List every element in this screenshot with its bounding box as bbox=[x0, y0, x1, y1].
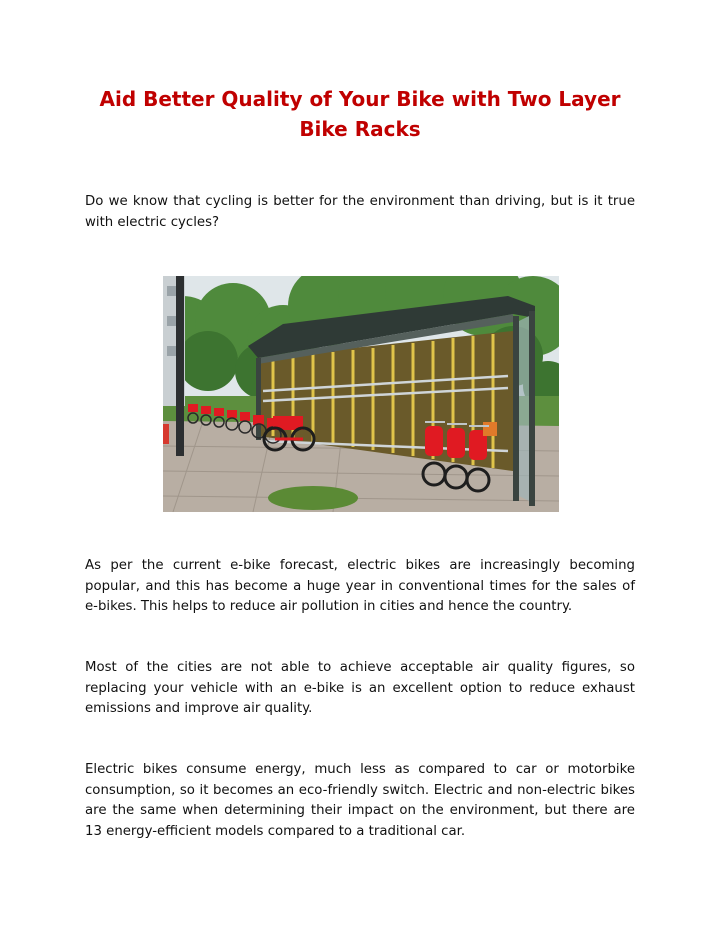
page-title: Aid Better Quality of Your Bike with Two Layer Bike Racks bbox=[99, 87, 621, 141]
paragraph-4: Electric bikes consume energy, much less as compared to car or motorbike consumption, so it becomes an eco-friendly switch. Electric and non-electric bikes are the same when determining their impact on the environment, but there are 13 energy-efficient models compared to a traditional car. bbox=[85, 762, 635, 839]
paragraph-1: Do we know that cycling is better for the environment than driving, but is it true with electric cycles? bbox=[85, 194, 635, 230]
paragraph-2: As per the current e-bike forecast, electric bikes are increasingly becoming popular, and this has become a huge year in conventional times for the sales of e-bikes. This helps to reduce air pollution in cities and hence the country. bbox=[85, 558, 635, 614]
paragraph-3: Most of the cities are not able to achieve acceptable air quality figures, so replacing your vehicle with an e-bike is an excellent option to reduce exhaust emissions and improve air quality. bbox=[85, 660, 635, 716]
bike-shelter-photo bbox=[163, 276, 559, 512]
